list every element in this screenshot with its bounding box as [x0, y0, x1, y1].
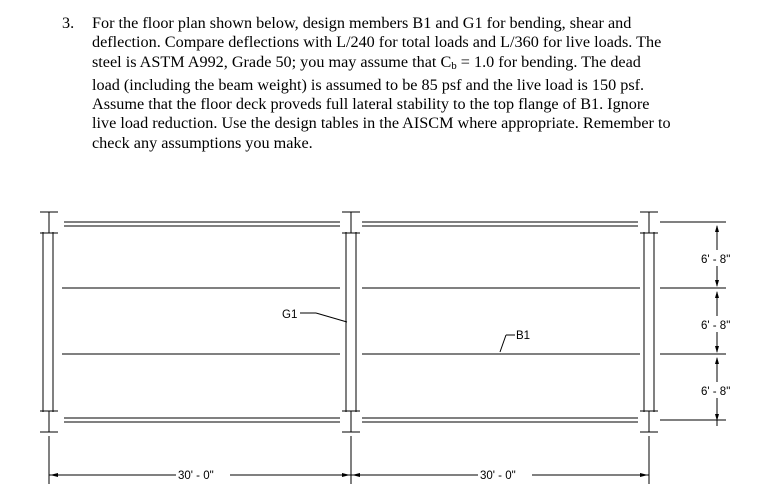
b1-leader — [500, 335, 515, 352]
dimension-label-spacing-1: 6' - 8" — [701, 254, 731, 266]
problem-line-7: check any assumptions you make. — [92, 133, 313, 152]
problem-line-3-tail: = 1.0 for bending. The dead — [456, 52, 641, 71]
column-bottom-left — [40, 411, 58, 432]
girder-right — [644, 232, 654, 412]
dimension-label-span-right: 30' - 0" — [480, 470, 516, 482]
problem-line-1: For the floor plan shown below, design members B1 and G1 for bending, shear and — [92, 14, 632, 32]
horizontal-dimension-chain — [49, 436, 649, 484]
problem-line-6: live load reduction. Use the design tables in the AISCM where appropriate. Remember to — [92, 114, 671, 133]
infill-beams — [62, 288, 640, 354]
b1-label: B1 — [516, 330, 531, 342]
girder-g1 — [346, 232, 356, 412]
problem-line-4: load (including the beam weight) is assumed to be 85 psf and the live load is 150 psf. — [92, 75, 645, 94]
column-top-right — [640, 212, 658, 233]
column-top-left — [40, 212, 58, 233]
problem-number: 3. — [62, 14, 75, 32]
dimension-label-spacing-3: 6' - 8" — [701, 386, 731, 398]
column-top-middle — [342, 212, 360, 233]
problem-line-3-head: steel is ASTM A992, Grade 50; you may assume that C — [92, 52, 452, 71]
cb-subscript: b — [451, 59, 457, 72]
column-bottom-right — [640, 411, 658, 432]
problem-line-5: Assume that the floor deck proveds full lateral stability to the top flange of B1. Ignore — [92, 95, 650, 114]
column-bottom-middle — [342, 411, 360, 432]
g1-leader — [300, 313, 347, 322]
problem-line-2: deflection. Compare deflections with L/240 for total loads and L/360 for live loads. The — [92, 33, 662, 52]
dimension-label-spacing-2: 6' - 8" — [701, 320, 731, 332]
girder-left — [43, 232, 53, 412]
dimension-label-span-left: 30' - 0" — [178, 470, 214, 482]
g1-label: G1 — [282, 309, 298, 321]
dimension-arrowheads — [50, 225, 719, 477]
